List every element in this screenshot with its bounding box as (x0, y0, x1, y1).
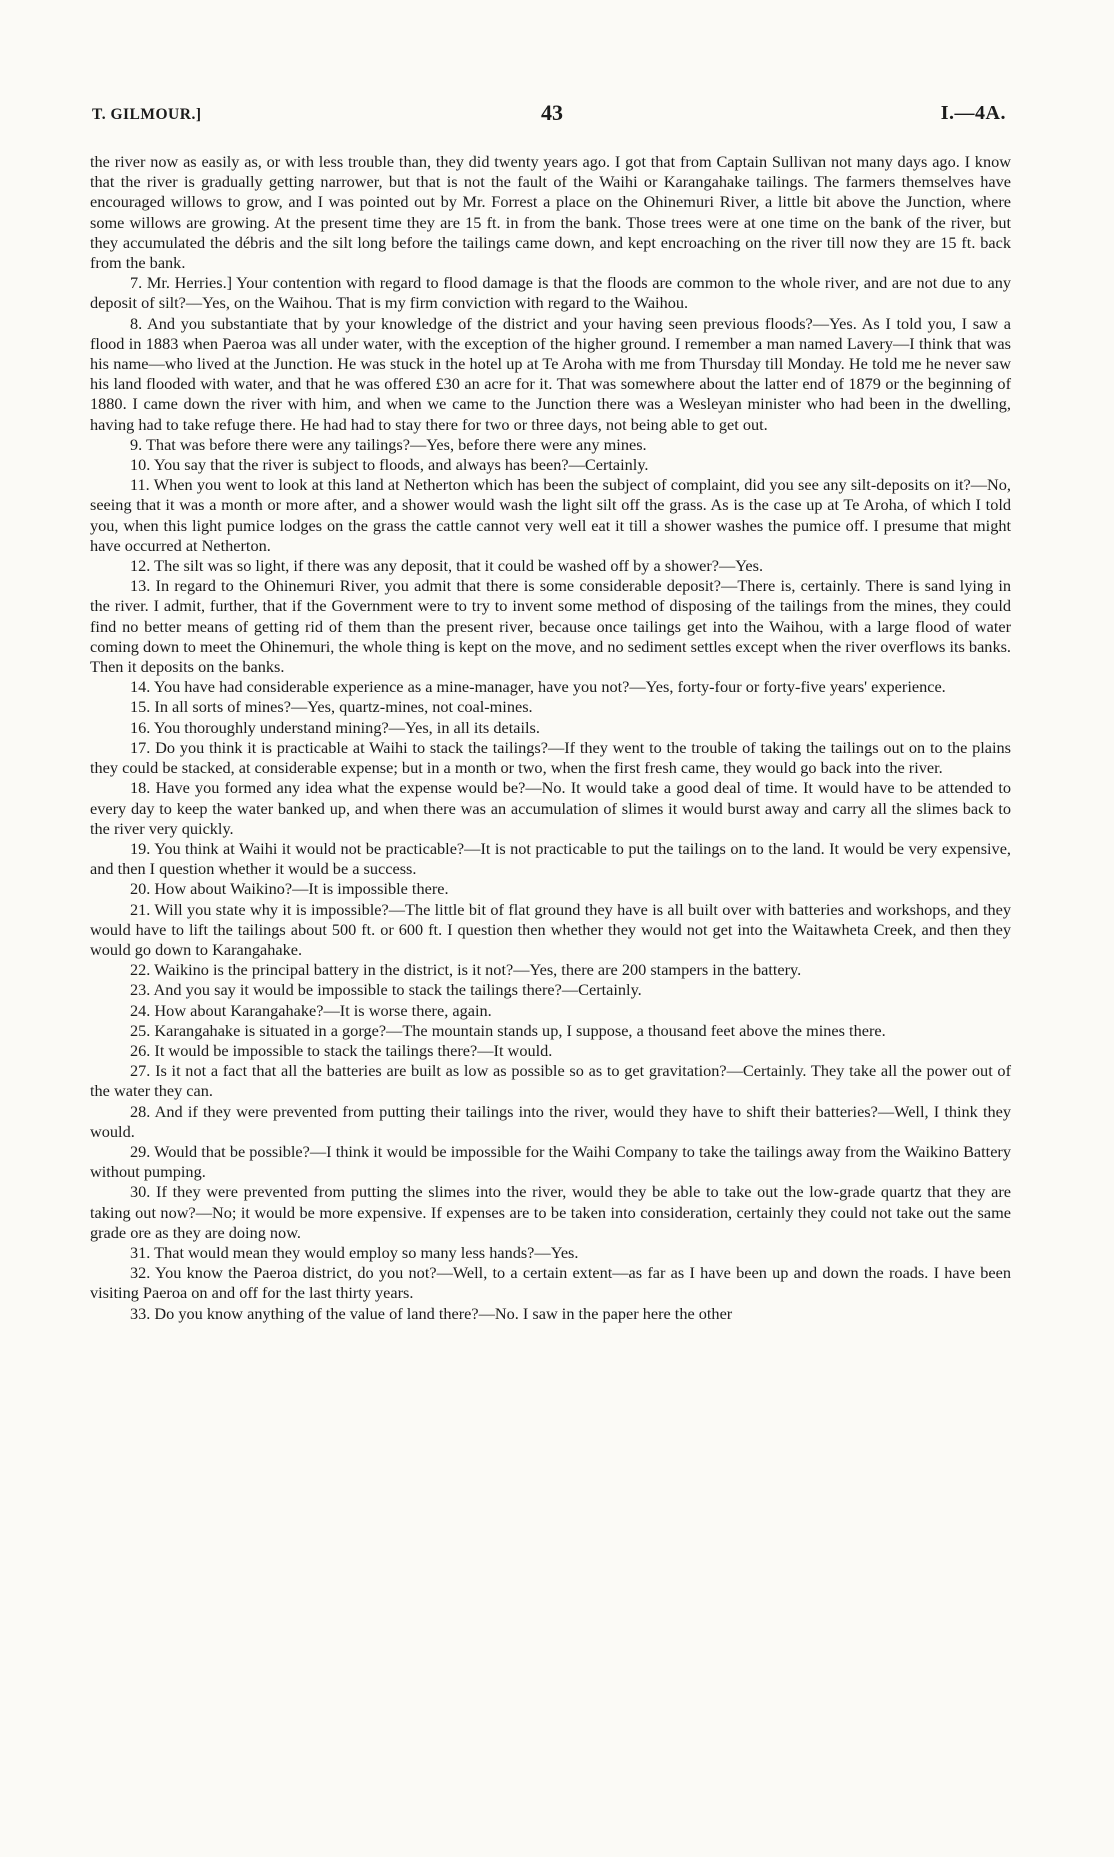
paragraph: 15. In all sorts of mines?—Yes, quartz-mines, not coal-mines. (130, 697, 533, 717)
paragraph: the river now as easily as, or with less trouble than, they did twenty years ago. I got that from Captain Sullivan not many days ago. I know that the river is gradually getting narrower, but that is not the fault of the Waihi or Karangahake tailings. The farmers themselves have encouraged willows to grow, and I was pointed out by Mr. Forrest a place on the Ohinemuri River, a little bit above the Junction, where some willows are growing. At the present time they are 15 ft. in from the bank. Those trees were at one time on the bank of the river, but they accumulated the débris and the silt long before the tailings came down, and kept encroaching on the river till now they are 15 ft. back from the bank. (90, 152, 1011, 273)
paragraph: 28. And if they were prevented from putting their tailings into the river, would they have to shift their batteries?—Well, I think they would. (90, 1101, 1011, 1141)
paragraph: 14. You have had considerable experience as a mine-manager, have you not?—Yes, forty-four or forty-five years' experience. (130, 677, 946, 697)
paragraph: 8. And you substantiate that by your knowledge of the district and your having seen previous floods?—Yes. As I told you, I saw a flood in 1883 when Paeroa was all under water, with the exception of the higher ground. I remember a man named Lavery—I think that was his name—who lived at the Junction. He was stuck in the hotel up at Te Aroha with me from Thursday till Monday. He told me he never saw his land flooded with water, and that he was offered £30 an acre for it. That was somewhere about the latter end of 1879 or the beginning of 1880. I came down the river with him, and when we came to the Junction there was a Wesleyan minister who had been in the dwelling, having had to take refuge there. He had had to stay there for two or three days, not being able to get out. (90, 313, 1011, 434)
document-reference: I.—4A. (940, 102, 1006, 124)
paragraph: 9. That was before there were any tailings?—Yes, before there were any mines. (130, 434, 647, 454)
paragraph: 23. And you say it would be impossible to stack the tailings there?—Certainly. (130, 980, 642, 1000)
paragraph: 26. It would be impossible to stack the tailings there?—It would. (130, 1040, 553, 1060)
paragraph: 24. How about Karangahake?—It is worse there, again. (130, 1000, 492, 1020)
witness-name: T. GILMOUR.] (92, 106, 202, 123)
paragraph: 12. The silt was so light, if there was any deposit, that it could be washed off by a shower?—Yes. (130, 556, 764, 576)
paragraph: 25. Karangahake is situated in a gorge?—The mountain stands up, I suppose, a thousand feet above the mines there. (130, 1020, 886, 1040)
paragraph: 32. You know the Paeroa district, do you not?—Well, to a certain extent—as far as I have been up and down the roads. I have been visiting Paeroa on and off for the last thirty years. (90, 1263, 1011, 1303)
paragraph: 22. Waikino is the principal battery in the district, is it not?—Yes, there are 200 stampers in the battery. (130, 960, 802, 980)
testimony-body (90, 152, 1011, 1324)
paragraph: 29. Would that be possible?—I think it would be impossible for the Waihi Company to take the tailings away from the Waikino Battery without pumping. (90, 1141, 1011, 1182)
paragraph: 30. If they were prevented from putting the slimes into the river, would they be able to take out the low-grade quartz that they are taking out now?—No; it would be more expensive. If expenses are to be taken into consideration, certainly they could not take out the same grade ore as they are doing now. (90, 1182, 1011, 1242)
paragraph: 18. Have you formed any idea what the expense would be?—No. It would take a good deal of time. It would have to be attended to every day to keep the water banked up, and when there was an accumulation of slimes it would burst away and carry all the slimes back to the river very quickly. (90, 778, 1011, 838)
paragraph: 20. How about Waikino?—It is impossible there. (130, 879, 449, 899)
paragraph: 16. You thoroughly understand mining?—Yes, in all its details. (130, 717, 540, 737)
paragraph: 11. When you went to look at this land at Netherton which has been the subject of complaint, did you see any silt-deposits on it?—No, seeing that it was a month or more after, and a shower would wash the light silt off the grass. As is the case up at Te Aroha, of which I told you, when this light pumice lodges on the grass the cattle cannot very well eat it till a shower washes the pumice off. I presume that might have occurred at Netherton. (90, 475, 1011, 555)
paragraph: 27. Is it not a fact that all the batteries are built as low as possible so as to get gravitation?—Certainly. They take all the power out of the water they can. (90, 1061, 1011, 1101)
page-header (92, 100, 1012, 130)
paragraph: 7. Mr. Herries.] Your contention with regard to flood damage is that the floods are common to the whole river, and are not due to any deposit of silt?—Yes, on the Waihou. That is my firm conviction with regard to the Waihou. (90, 273, 1011, 313)
paragraph: 13. In regard to the Ohinemuri River, you admit that there is some considerable deposit?—There is, certainly. There is sand lying in the river. I admit, further, that if the Government were to try to invent some method of disposing of the tailings from the mines, they could find no better means of getting rid of them than the present river, because once tailings get into the Waihou, with a large flood of water coming down to meet the Ohinemuri, the whole thing is kept on the move, and no sediment settles except when the river overflows its banks. Then it deposits on the banks. (90, 576, 1011, 677)
paragraph: 17. Do you think it is practicable at Waihi to stack the tailings?—If they went to the trouble of taking the tailings out on to the plains they could be stacked, at considerable expense; but in a month or two, when the first fresh came, they would go back into the river. (90, 737, 1011, 778)
paragraph: 31. That would mean they would employ so many less hands?—Yes. (130, 1242, 579, 1262)
page-number: 43 (541, 100, 563, 125)
paragraph: 21. Will you state why it is impossible?—The little bit of flat ground they have is all built over with batteries and workshops, and they would have to lift the tailings about 500 ft. or 600 ft. I question then whether they would not get into the Waitawheta Creek, and then they would go down to Karangahake. (90, 899, 1011, 959)
paragraph: 33. Do you know anything of the value of land there?—No. I saw in the paper here the other (130, 1303, 733, 1323)
paragraph: 19. You think at Waihi it would not be practicable?—It is not practicable to put the tailings on to the land. It would be very expensive, and then I question whether it would be a success. (90, 838, 1011, 879)
paragraph: 10. You say that the river is subject to floods, and always has been?—Certainly. (130, 455, 649, 475)
